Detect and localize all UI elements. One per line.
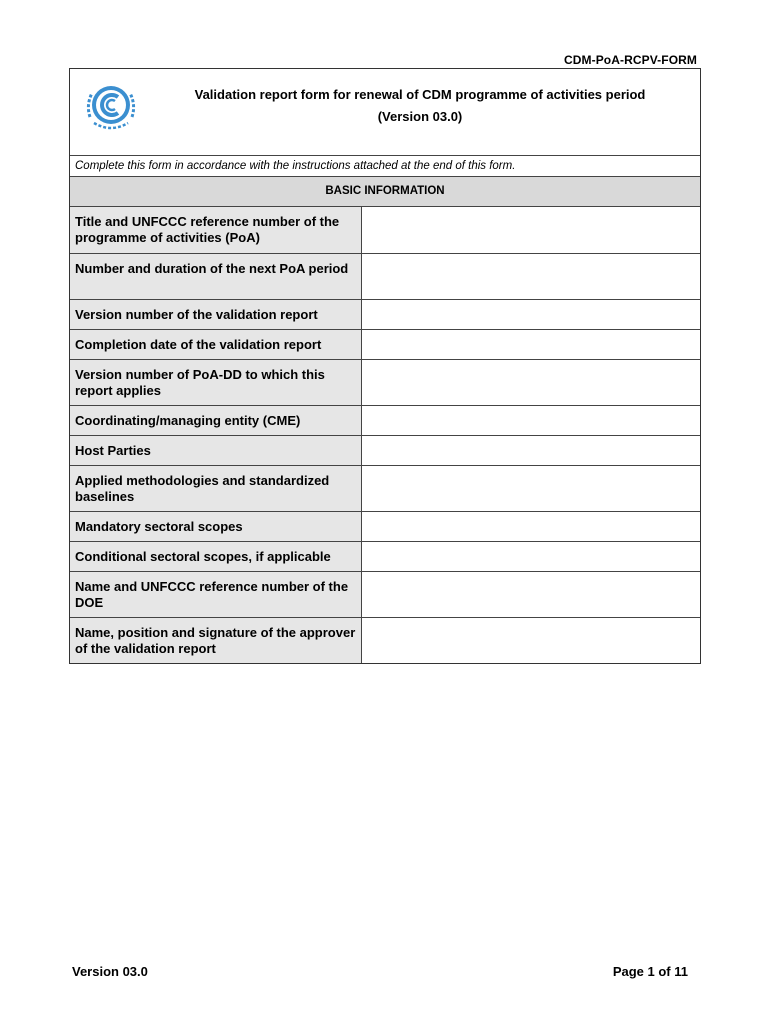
field-label: Title and UNFCCC reference number of the programme of activities (PoA) — [70, 207, 361, 253]
table-row — [70, 541, 700, 571]
field-label: Coordinating/managing entity (CME) — [70, 405, 361, 435]
field-value-cell[interactable] — [361, 435, 700, 465]
form-header — [70, 69, 700, 156]
field-value-cell[interactable] — [361, 405, 700, 435]
document-title: Validation report form for renewal of CDM programme of activities period — [194, 87, 646, 102]
field-value-cell[interactable] — [361, 541, 700, 571]
field-value-cell[interactable] — [361, 299, 700, 329]
footer-version: Version 03.0 — [72, 964, 148, 979]
field-label: Conditional sectoral scopes, if applicable — [70, 541, 361, 571]
basic-info-table — [70, 207, 700, 663]
field-label: Completion date of the validation report — [70, 329, 361, 359]
table-row — [70, 329, 700, 359]
field-label: Version number of the validation report — [70, 299, 361, 329]
field-label: Mandatory sectoral scopes — [70, 511, 361, 541]
field-value-cell[interactable] — [361, 511, 700, 541]
field-value-cell[interactable] — [361, 359, 700, 405]
field-label: Applied methodologies and standardized baselines — [70, 465, 361, 511]
field-value-cell[interactable] — [361, 617, 700, 663]
table-row — [70, 207, 700, 253]
field-label: Version number of PoA-DD to which this report applies — [70, 359, 361, 405]
table-row — [70, 571, 700, 617]
section-title: BASIC INFORMATION — [70, 177, 700, 207]
table-row — [70, 253, 700, 299]
table-row — [70, 405, 700, 435]
field-label: Name, position and signature of the approver of the validation report — [70, 617, 361, 663]
field-value-cell[interactable] — [361, 253, 700, 299]
field-label: Host Parties — [70, 435, 361, 465]
table-row — [70, 299, 700, 329]
field-value-cell[interactable] — [361, 571, 700, 617]
field-label: Number and duration of the next PoA period — [70, 253, 361, 299]
footer-page-number: Page 1 of 11 — [612, 964, 688, 979]
form-frame — [69, 68, 701, 664]
form-code: CDM-PoA-RCPV-FORM — [563, 53, 697, 67]
table-row — [70, 435, 700, 465]
unfccc-logo-icon — [80, 77, 142, 135]
table-row — [70, 465, 700, 511]
field-value-cell[interactable] — [361, 465, 700, 511]
instruction-text: Complete this form in accordance with the instructions attached at the end of this form. — [70, 156, 700, 177]
field-label: Name and UNFCCC reference number of the DOE — [70, 571, 361, 617]
table-row — [70, 359, 700, 405]
field-value-cell[interactable] — [361, 207, 700, 253]
field-value-cell[interactable] — [361, 329, 700, 359]
document-version-subtitle: (Version 03.0) — [377, 109, 463, 124]
table-row — [70, 617, 700, 663]
table-row — [70, 511, 700, 541]
